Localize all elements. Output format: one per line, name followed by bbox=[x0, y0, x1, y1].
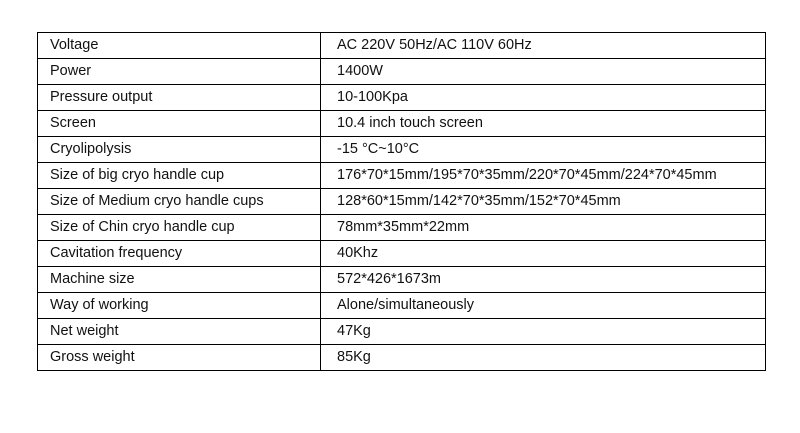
table-row bbox=[38, 59, 766, 85]
spec-label: Gross weight bbox=[38, 345, 321, 371]
table-row bbox=[38, 215, 766, 241]
spec-label: Pressure output bbox=[38, 85, 321, 111]
spec-value: 85Kg bbox=[321, 345, 766, 371]
spec-label: Machine size bbox=[38, 267, 321, 293]
spec-label: Size of big cryo handle cup bbox=[38, 163, 321, 189]
spec-value: 128*60*15mm/142*70*35mm/152*70*45mm bbox=[321, 189, 766, 215]
spec-label: Way of working bbox=[38, 293, 321, 319]
spec-value: 176*70*15mm/195*70*35mm/220*70*45mm/224*70*45mm bbox=[321, 163, 766, 189]
table-row bbox=[38, 345, 766, 371]
spec-value: AC 220V 50Hz/AC 110V 60Hz bbox=[321, 33, 766, 59]
spec-label: Screen bbox=[38, 111, 321, 137]
spec-label: Power bbox=[38, 59, 321, 85]
spec-value: 1400W bbox=[321, 59, 766, 85]
spec-label: Cryolipolysis bbox=[38, 137, 321, 163]
spec-value: 572*426*1673m bbox=[321, 267, 766, 293]
table-row bbox=[38, 241, 766, 267]
spec-value: 40Khz bbox=[321, 241, 766, 267]
table-row bbox=[38, 163, 766, 189]
table-row bbox=[38, 33, 766, 59]
table-row bbox=[38, 189, 766, 215]
spec-value: 78mm*35mm*22mm bbox=[321, 215, 766, 241]
spec-label: Size of Chin cryo handle cup bbox=[38, 215, 321, 241]
table-row bbox=[38, 85, 766, 111]
spec-label: Net weight bbox=[38, 319, 321, 345]
spec-label: Voltage bbox=[38, 33, 321, 59]
spec-value: Alone/simultaneously bbox=[321, 293, 766, 319]
table-row bbox=[38, 267, 766, 293]
spec-value: 10.4 inch touch screen bbox=[321, 111, 766, 137]
table-row bbox=[38, 293, 766, 319]
table-row bbox=[38, 137, 766, 163]
spec-label: Cavitation frequency bbox=[38, 241, 321, 267]
spec-value: 47Kg bbox=[321, 319, 766, 345]
spec-label: Size of Medium cryo handle cups bbox=[38, 189, 321, 215]
spec-value: 10-100Kpa bbox=[321, 85, 766, 111]
table-row bbox=[38, 319, 766, 345]
table-row bbox=[38, 111, 766, 137]
spec-table bbox=[37, 32, 766, 371]
spec-value: -15 °C~10°C bbox=[321, 137, 766, 163]
